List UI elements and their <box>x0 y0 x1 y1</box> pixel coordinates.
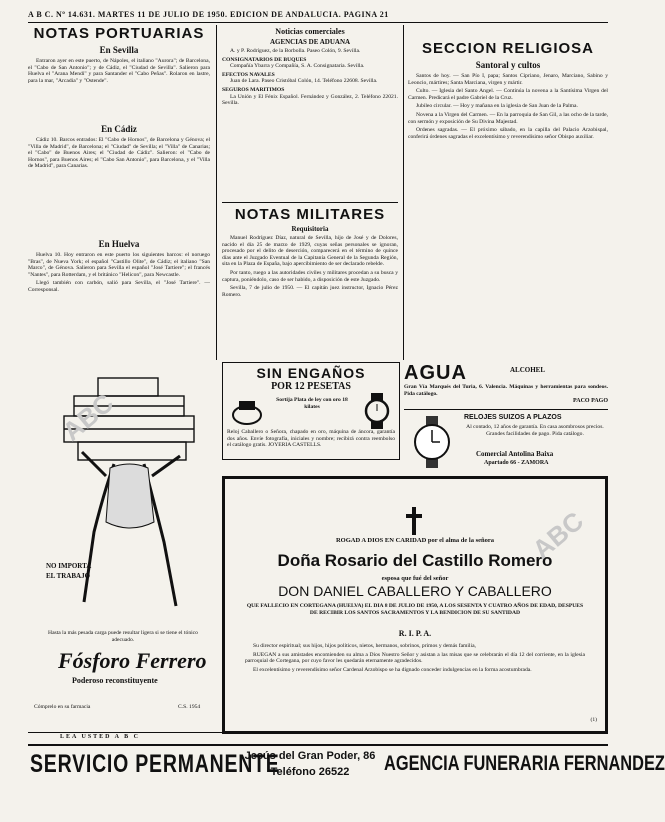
huelva-end: Llegó también con carbón, salió para Sevilla, el "José Tartiere". — Corresponsal. <box>28 280 210 293</box>
ad-sin-text: Reloj Caballero o Señora, chapado en oro, máquina de áncora, garantía dos años. Envíe fotografía, iniciales y nombre; recibirá contra reembolso el catálogo gratis. JOYERIA CASTELLS. <box>227 429 395 449</box>
ships-title: CONSIGNATARIOS DE BUQUES <box>222 56 307 63</box>
religion-text-5: Ordenes sagradas. — El próximo sábado, en la capilla del Palacio Arzobispal, conferirá órdenes sagradas el excelentísimo y reverendísimo señor Obispo auxiliar. <box>408 127 608 140</box>
huelva-text: Huelva 10. Hoy entraron en este puerto los siguientes barcos: el noruego "Bras", de Nueva York; el español "Castillo Olite", de Cádiz; el italiano "San Marco", de Génova. Salieron para Sevilla el español "José Tartiere"; el francés "Nantes", para Rotterdam, y el británico "Helicon", para Newcastle. <box>28 252 210 278</box>
cadiz-subtitle: En Cádiz <box>101 124 137 134</box>
religion-text-3: Jubileo circular. — Hoy y mañana en la iglesia de San Juan de la Palma. <box>416 103 578 110</box>
religion-text-1: Santos de hoy. — San Pío I, papa; Santos Cipriano, Jenaro, Marciano, Sabino y Leoncio, mártires; Santa Marciana, virgen y mártir. <box>408 73 608 86</box>
ad-relojes <box>404 412 608 472</box>
bottom-servicio: SERVICIO PERMANENTE <box>30 750 280 778</box>
bottom-agencia: AGENCIA FUNERARIA FERNANDEZ <box>384 752 665 775</box>
ad-relojes-title: RELOJES SUIZOS A PLAZOS <box>464 414 562 421</box>
ad-relojes-company: Comercial Antolina Baixa <box>476 450 554 458</box>
bottom-phone: Teléfono 26522 <box>270 766 350 778</box>
obituary-death: QUE FALLECIO EN CORTEGANA (HUELVA) EL DIA 8 DE JULIO DE 1950, A LOS SESENTA Y CUATRO AÑOS DE EDAD, DESPUES DE RECIBIR LOS SANTOS SACRAMENTOS Y LA BENDICION DE SU SANTIDAD <box>246 603 584 616</box>
cross-icon <box>405 507 423 535</box>
ad-matches-footer-left: Cómprelo en su farmacia <box>34 704 91 710</box>
col-notas-militares <box>222 206 398 355</box>
naval-text: Juan de Lara. Paseo Cristóbal Colón, 14. Teléfono 22608. Sevilla. <box>230 78 378 85</box>
huelva-subtitle: En Huelva <box>98 239 140 249</box>
santoral-subtitle: Santoral y cultos <box>475 60 541 70</box>
col-notas-portuarias <box>28 25 210 324</box>
watch-icon <box>359 393 395 429</box>
ad-sin-price: POR 12 PESETAS <box>271 381 351 392</box>
ad-agua-text: Gran Vía Marqués del Turia, 6. Valencia. Máquinas y herramientas para sondeos. Pida catálogo. <box>404 384 608 397</box>
sevilla-subtitle: En Sevilla <box>99 45 139 55</box>
obituary-code: (1) <box>590 717 597 723</box>
religion-text-2: Culto. — Iglesia del Santo Angel. — Continúa la novena a la Santísima Virgen del Carmen. Predicará el padre Gabriel de la Cruz. <box>408 88 608 101</box>
sevilla-text: Entraron ayer en este puerto, de Nápoles, el italiano "Aurora"; de Barcelona, el "Cabo de San Antonio"; y de Cádiz, el "Ciudad de Sevilla". Salieron para Huelva el "Arana Mendi" y para Santander el "Cabo Peñas". Rolaron en lastre, para la mar, "Arcadia" y "Ostende". <box>28 58 210 84</box>
ad-relojes-text: Al contado, 12 años de garantía. En casa asombrosos precios. Grandes facilidades de pago. Pida catálogo. <box>466 424 604 437</box>
commercial-title: Noticias comerciales <box>275 27 345 36</box>
obituary-spouse: DON DANIEL CABALLERO Y CABALLERO <box>278 583 552 599</box>
seccion-religiosa-title: SECCION RELIGIOSA <box>421 40 595 57</box>
insurance-text: La Unión y El Fénix Español. Fernández y González, 2. Teléfono 22021. Sevilla. <box>222 93 398 107</box>
requisitoria-text: Manuel Rodríguez Díaz, natural de Sevilla, hijo de José y de Dolores, nacido el día 25 de marzo de 1929, cuyas señas personales se ignoran, procesado por el delito de deserción, comparecerá en el término de quince días ante el Juzgado Eventual de la Capitanía General de la Segunda Región, sita en la Plaza de España, bajo apercibimiento de ser declarado rebelde. <box>222 235 398 268</box>
customs-title: AGENCIAS DE ADUANA <box>269 38 351 46</box>
ad-matches-brand: Fósforo Ferrero <box>58 648 207 673</box>
page-header: A B C. Nº 14.631. MARTES 11 DE JULIO DE 1950. EDICION DE ANDALUCIA. PAGINA 21 <box>28 10 389 19</box>
ad-agua-title: AGUA <box>404 362 467 384</box>
obituary-prayer: ROGAD A DIOS EN CARIDAD por el alma de la señora <box>335 537 495 544</box>
ad-slogan-1: NO IMPORTA <box>46 562 92 570</box>
ad-sin-enganos <box>222 362 400 460</box>
requisitoria-sign: Sevilla, 7 de julio de 1950. — El capitán juez instructor, Ignacio Pérez Romero. <box>222 285 398 298</box>
ad-relojes-address: Apartado 66 - ZAMORA <box>484 460 549 466</box>
ad-sin-brand: Sortija Plata de ley con oro 18 kilates <box>276 397 348 410</box>
divider-2 <box>403 25 404 360</box>
header-rule <box>28 22 608 23</box>
naval-title: EFECTOS NAVALES <box>222 71 275 78</box>
ad-matches-footer-right: C.S. 1954 <box>178 704 201 710</box>
ad-matches-caption: Hasta la más pesada carga puede resultar ligera si se tiene el tónico adecuado. <box>48 630 198 643</box>
ad-agua <box>404 362 608 406</box>
notas-militares-title: NOTAS MILITARES <box>234 206 386 223</box>
obituary-spouse-intro: esposa que fué del señor <box>381 575 449 582</box>
agua-rule <box>404 409 608 410</box>
ad-matches-tagline: Poderoso reconstituyente <box>72 676 158 685</box>
religion-text-4: Novena a la Virgen del Carmen. — En la parroquia de San Gil, a las ocho de la tarde, con sermón y exposición de Su Divina Majestad. <box>408 111 608 125</box>
notas-portuarias-title: NOTAS PORTUARIAS <box>33 25 205 42</box>
requisitoria-text2: Por tanto, ruego a las autoridades civiles y militares procedan a su busca y captura, poniéndolo, caso de ser habido, a disposición de este Juzgado. <box>222 269 398 283</box>
ad-agua-sign: PACO PAGO <box>573 398 608 404</box>
ring-icon <box>227 397 267 427</box>
watermark-2: ABC <box>526 505 590 565</box>
watermark-1: ABC <box>56 387 120 447</box>
obituary-text-3: El excelentísimo y reverendísimo señor Cardenal Arzobispo se ha dignado conceder indulgencias en la forma acostumbrada. <box>253 666 532 673</box>
divider-1 <box>216 25 217 360</box>
col-noticias-comerciales <box>222 25 398 109</box>
obituary-rip: R. I. P. A. <box>398 629 432 638</box>
obituary-text-2: RUEGAN a sus amistades encomienden su alma a Dios Nuestro Señor y asistan a las misas que se celebrarán el día 12 del corriente, en la iglesia parroquial de Cortegana, por cuyo favor les quedarán eternamente agradecidos. <box>245 651 585 665</box>
insurance-title: SEGUROS MARITIMOS <box>222 86 285 93</box>
ad-sin-title: SIN ENGAÑOS <box>256 365 366 381</box>
footer-rule-top <box>28 732 608 733</box>
col-seccion-religiosa <box>408 40 608 323</box>
col2-rule <box>222 202 398 203</box>
ad-slogan-2: EL TRABAJO <box>46 572 91 580</box>
ships-text: Compañía Ybarra y Compañía, S. A. Consignataria. Sevilla. <box>230 63 365 70</box>
footer-strip: LEA USTED A B C <box>60 734 141 740</box>
ad-agua-sub: ALCOHEL <box>510 366 546 374</box>
customs-text: A. y P. Rodríguez, de la Borbolla. Paseo Colón, 9. Sevilla. <box>230 48 361 54</box>
obituary-text-1: Su director espiritual; sus hijos, hijos políticos, nietos, hermanos, sobrinos, primos y demás familia, <box>253 643 476 649</box>
bottom-address: Jesús del Gran Poder, 86 <box>244 750 376 762</box>
wristwatch-icon <box>406 416 458 468</box>
requisitoria-title: Requisitoria <box>291 225 329 233</box>
obituary-name: Doña Rosario del Castillo Romero <box>277 551 553 570</box>
ad-fosforo-ferrero <box>28 372 216 724</box>
footer-rule <box>28 744 608 746</box>
obituary-notice <box>222 476 608 734</box>
cadiz-text: Cádiz 10. Barcos entrados: El "Cabo de Hornos", de Barcelona y Génova; el "Villa de Madrid", de Barcelona; el "Ciudad" de Sevilla; el "Villa" de Canarias; el "Cabo" de Buenos Aires; el "Ciudad de Cádiz". Salieron: el "Cabo de Hornos", para Buenos Aires; el "Cabo San Antonio", para Barcelona, y el "Villa de Madrid", para Canarias. <box>28 137 210 170</box>
